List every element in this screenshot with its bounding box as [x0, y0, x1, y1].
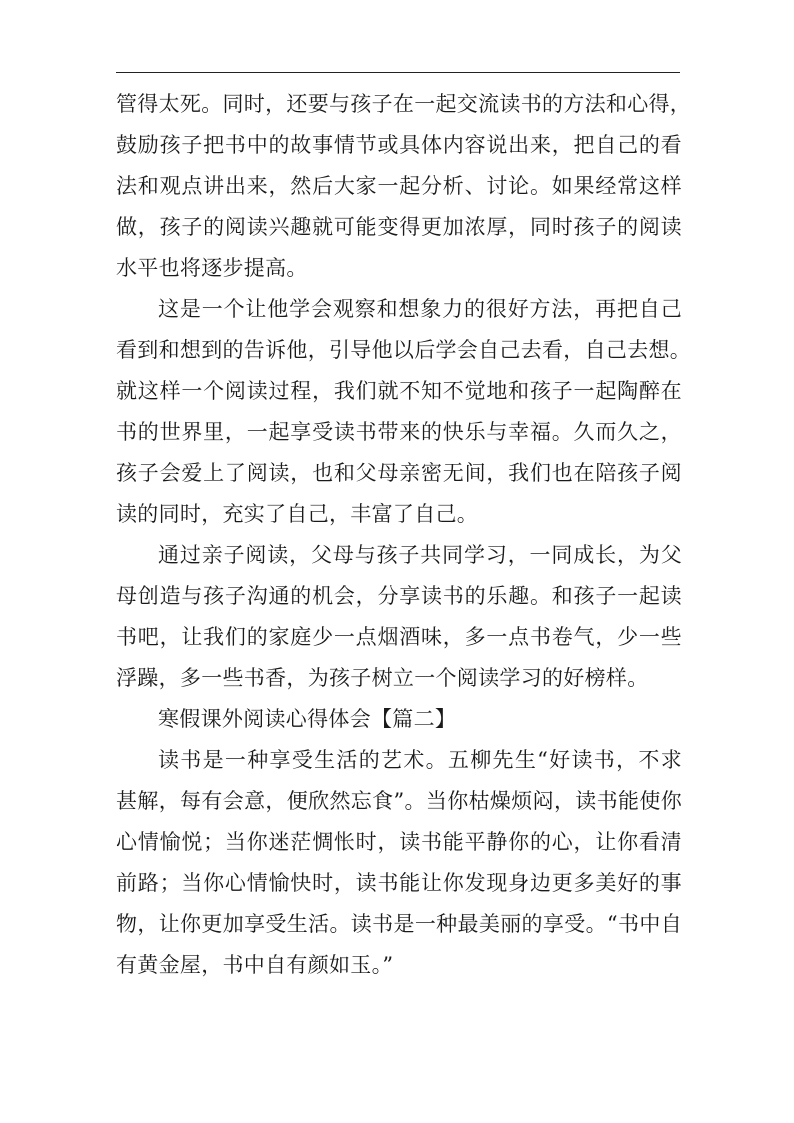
text-line: 浮躁，多一些书香，为孩子树立一个阅读学习的好榜样。: [116, 666, 649, 690]
text-line: 书的世界里，一起享受读书带来的快乐与幸福。久而久之，: [116, 420, 682, 444]
paragraph-4: [116, 740, 682, 986]
paragraph-2: [116, 289, 692, 535]
paragraph-1: [116, 84, 692, 289]
section-heading: 寒假课外阅读心得体会【篇二】: [158, 707, 457, 731]
text-line: 读书是一种享受生活的艺术。五柳先生“好读书，不求: [158, 748, 682, 772]
text-line: 法和观点讲出来，然后大家一起分析、讨论。如果经常这样: [116, 174, 682, 198]
text-line: 物，让你更加享受生活。读书是一种最美丽的享受。“书中自: [116, 912, 682, 936]
text-line: 做，孩子的阅读兴趣就可能变得更加浓厚，同时孩子的阅读: [116, 215, 682, 239]
text-line: 看到和想到的告诉他，引导他以后学会自己去看，自己去想。: [116, 338, 692, 362]
text-line: 读的同时，充实了自己，丰富了自己。: [116, 502, 479, 526]
text-line: 管得太死。同时，还要与孩子在一起交流读书的方法和心得，: [116, 92, 692, 116]
text-line: 甚解，每有会意，便欣然忘食”。当你枯燥烦闷，读书能使你: [116, 789, 682, 813]
text-line: 就这样一个阅读过程，我们就不知不觉地和孩子一起陶醉在: [116, 379, 682, 403]
text-line: 水平也将逐步提高。: [116, 256, 308, 280]
paragraph-3: [116, 535, 682, 699]
header-rule: [116, 72, 680, 73]
text-line: 母创造与孩子沟通的机会，分享读书的乐趣。和孩子一起读: [116, 584, 682, 608]
text-line: 前路；当你心情愉快时，读书能让你发现身边更多美好的事: [116, 871, 682, 895]
text-line: 通过亲子阅读，父母与孩子共同学习，一同成长，为父: [158, 543, 682, 567]
text-line: 有黄金屋，书中自有颜如玉。”: [116, 953, 394, 977]
text-line: 孩子会爱上了阅读，也和父母亲密无间，我们也在陪孩子阅: [116, 461, 682, 485]
text-line: 书吧，让我们的家庭少一点烟酒味，多一点书卷气，少一些: [116, 625, 682, 649]
text-line: 鼓励孩子把书中的故事情节或具体内容说出来，把自己的看: [116, 133, 682, 157]
text-line: 心情愉悦；当你迷茫惆怅时，读书能平静你的心，让你看清: [116, 830, 682, 854]
document-body: [116, 84, 692, 986]
text-line: 这是一个让他学会观察和想象力的很好方法，再把自己: [158, 297, 682, 321]
